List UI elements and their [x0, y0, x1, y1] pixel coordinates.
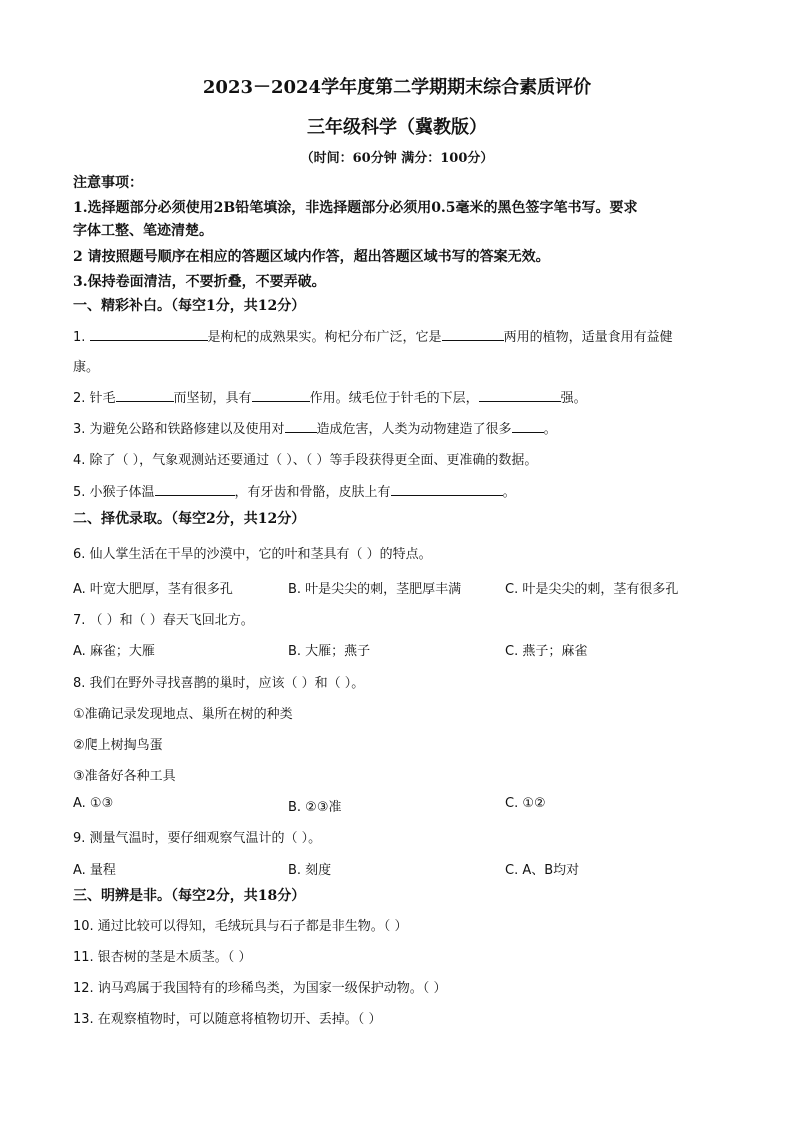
- note-item-1b: 字体工整、笔迹清楚。: [73, 223, 213, 239]
- question-9: 9. 测量气温时，要仔细观察气温计的（ ）。: [73, 831, 322, 846]
- question-6: 6. 仙人掌生活在干旱的沙漠中，它的叶和茎具有（ ）的特点。: [73, 547, 432, 562]
- question-2: 2. 针毛 而坚韧，具有 作用。绒毛位于针毛的下层， 强。: [73, 391, 587, 406]
- statement-item: ③准备好各种工具: [73, 769, 176, 784]
- question-11: 11. 银杏树的茎是木质茎。（ ）: [73, 950, 252, 965]
- option-b[interactable]: B. 刻度: [288, 863, 332, 878]
- answer-blank[interactable]: [285, 420, 317, 433]
- answer-blank[interactable]: [442, 328, 504, 341]
- question-10: 10. 通过比较可以得知，毛绒玩具与石子都是非生物。（ ）: [73, 919, 408, 934]
- page-title: 2023－2024学年度第二学期期末综合素质评价: [202, 77, 592, 98]
- section-2-heading: 二、择优录取。（每空2分，共12分）: [73, 511, 306, 527]
- statement-item: ②爬上树掏鸟蛋: [73, 738, 163, 753]
- question-13: 13. 在观察植物时，可以随意将植物切开、丢掉。（ ）: [73, 1012, 382, 1027]
- question-12: 12. 讷马鸡属于我国特有的珍稀鸟类，为国家一级保护动物。（ ）: [73, 981, 447, 996]
- statement-item: ①准确记录发现地点、巢所在树的种类: [73, 707, 293, 722]
- section-3-heading: 三、明辨是非。（每空2分，共18分）: [73, 888, 306, 904]
- section-1-heading: 一、精彩补白。（每空1分，共12分）: [73, 298, 306, 314]
- note-item-3: 3.保持卷面清洁，不要折叠，不要弄破。: [73, 274, 326, 290]
- option-a[interactable]: A. ①③: [73, 796, 114, 811]
- option-a[interactable]: A. 量程: [73, 863, 116, 878]
- answer-blank[interactable]: [155, 483, 235, 496]
- question-4: 4. 除了（ ），气象观测站还要通过（ ）、（ ）等手段获得更全面、更准确的数据。: [73, 453, 538, 468]
- answer-blank[interactable]: [116, 389, 174, 402]
- question-7: 7. （ ）和（ ）春天飞回北方。: [73, 613, 254, 628]
- answer-blank[interactable]: [252, 389, 310, 402]
- option-a[interactable]: A. 叶宽大肥厚，茎有很多孔: [73, 582, 233, 597]
- option-b[interactable]: B. 大雁；燕子: [288, 644, 371, 659]
- question-8: 8. 我们在野外寻找喜鹊的巢时，应该（ ）和（ ）。: [73, 676, 365, 691]
- question-1: 1. 是枸杞的成熟果实。枸杞分布广泛，它是 两用的植物，适量食用有益健: [73, 330, 673, 345]
- question-5: 5. 小猴子体温 ，有牙齿和骨骼，皮肤上有 。: [73, 485, 516, 500]
- answer-blank[interactable]: [479, 389, 561, 402]
- answer-blank[interactable]: [512, 420, 544, 433]
- option-b[interactable]: B. ②③准: [288, 800, 342, 815]
- question-1-cont: 康。: [73, 360, 100, 375]
- option-c[interactable]: C. 叶是尖尖的刺，茎有很多孔: [505, 582, 679, 597]
- note-item-1a: 1.选择题部分必须使用2B铅笔填涂，非选择题部分必须用0.5毫米的黑色签字笔书写。要求: [73, 200, 638, 216]
- question-3: 3. 为避免公路和铁路修建以及使用对 造成危害，人类为动物建造了很多 。: [73, 422, 557, 437]
- option-c[interactable]: C. ①②: [505, 796, 546, 811]
- answer-blank[interactable]: [90, 328, 208, 341]
- option-b[interactable]: B. 叶是尖尖的刺，茎肥厚丰满: [288, 582, 462, 597]
- page-subtitle: 三年级科学（冀教版）: [307, 117, 487, 138]
- option-c[interactable]: C. 燕子；麻雀: [505, 644, 588, 659]
- option-c[interactable]: C. A、B均对: [505, 863, 580, 878]
- answer-blank[interactable]: [391, 483, 503, 496]
- option-a[interactable]: A. 麻雀；大雁: [73, 644, 155, 659]
- exam-meta: （时间：60分钟 满分：100分）: [300, 151, 494, 166]
- notes-heading: 注意事项：: [73, 175, 143, 191]
- note-item-2: 2 请按照题号顺序在相应的答题区域内作答，超出答题区域书写的答案无效。: [73, 249, 550, 265]
